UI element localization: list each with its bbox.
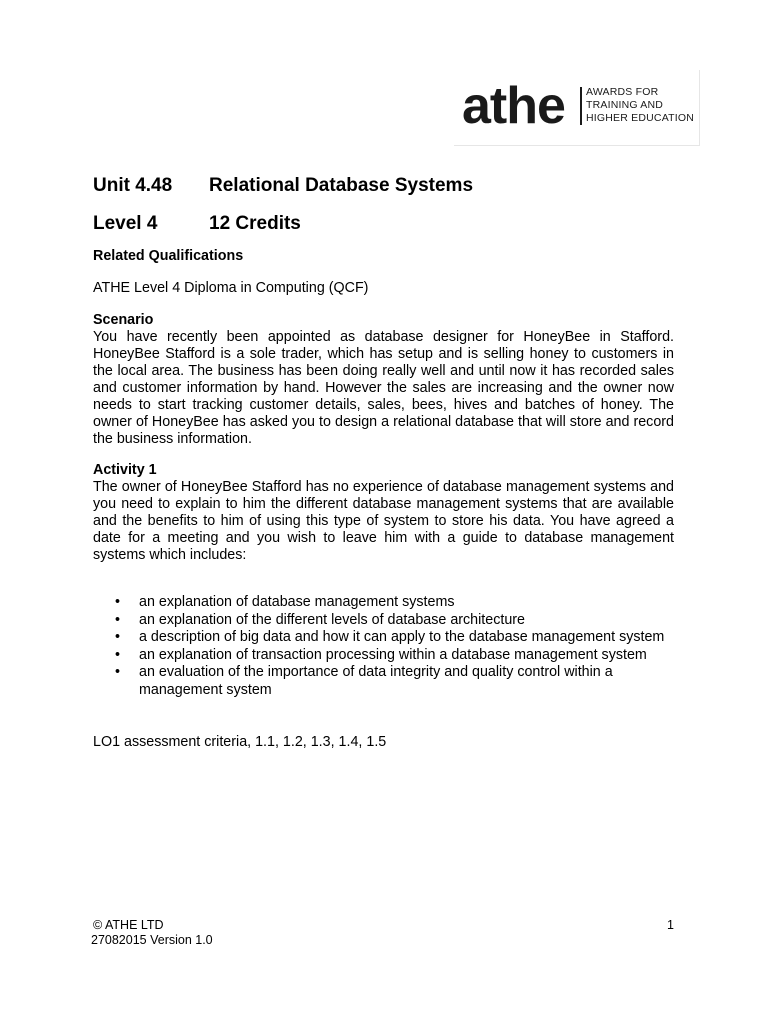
unit-code: Unit 4.48 (93, 175, 173, 196)
list-item (93, 664, 674, 699)
logo-tagline-line: AWARDS FOR (586, 86, 659, 98)
list-item-text: an explanation of database management systems (139, 594, 455, 610)
footer-version: 27082015 Version 1.0 (91, 933, 213, 947)
unit-title: Relational Database Systems (209, 175, 474, 196)
activity-1-heading: Activity 1 (93, 462, 157, 478)
list-item-text: a description of big data and how it can apply to the database management system (139, 629, 665, 645)
list-item (93, 629, 674, 647)
scenario-paragraph: You have recently been appointed as database designer for HoneyBee in Stafford. HoneyBee Stafford is a sole trader, which has setup and is selling honey to customers in the local area. The business has been doing really well and until now it has recorded sales and customer information by hand. However the sales are increasing and the owner now needs to start tracking customer details, sales, bees, hives and batches of honey. The owner of HoneyBee has asked you to design a relational database that will store and record the business information. (93, 329, 674, 447)
footer-copyright: © ATHE LTD (93, 918, 164, 932)
unit-heading (93, 175, 474, 197)
bullet-icon: • (115, 611, 121, 628)
logo-tagline-line: TRAINING AND (586, 99, 664, 111)
athe-logo (454, 70, 700, 146)
bullet-icon: • (115, 664, 121, 680)
qualification-text: ATHE Level 4 Diploma in Computing (QCF) (93, 280, 369, 296)
level-label: Level 4 (93, 213, 158, 234)
requirements-list (93, 594, 674, 699)
logo-wordmark: athe (462, 77, 565, 135)
scenario-heading: Scenario (93, 312, 154, 328)
bullet-icon: • (115, 646, 121, 663)
list-item-text: an evaluation of the importance of data integrity and quality control within a management system (139, 664, 613, 698)
page-number: 1 (667, 918, 674, 932)
bullet-icon: • (115, 594, 121, 610)
list-item (93, 612, 674, 630)
list-item (93, 647, 674, 665)
bullet-icon: • (115, 629, 121, 645)
related-qualifications-heading: Related Qualifications (93, 248, 244, 264)
credits-label: 12 Credits (209, 213, 301, 234)
list-item-text: an explanation of transaction processing within a database management system (139, 646, 647, 663)
logo-tagline-line: HIGHER EDUCATION (586, 112, 695, 124)
list-item-text: an explanation of the different levels of database architecture (139, 611, 526, 628)
logo-divider (580, 87, 582, 125)
level-heading (93, 213, 301, 235)
assessment-criteria: LO1 assessment criteria, 1.1, 1.2, 1.3, 1.4, 1.5 (93, 734, 387, 750)
activity-1-paragraph: The owner of HoneyBee Stafford has no experience of database management systems and you need to explain to him the different database management systems that are available and the benefits to him of using this type of system to store his data. You have agreed a date for a meeting and you wish to leave him with a guide to database management systems which includes: (93, 479, 674, 563)
list-item (93, 594, 674, 612)
logo-tagline (586, 86, 694, 125)
